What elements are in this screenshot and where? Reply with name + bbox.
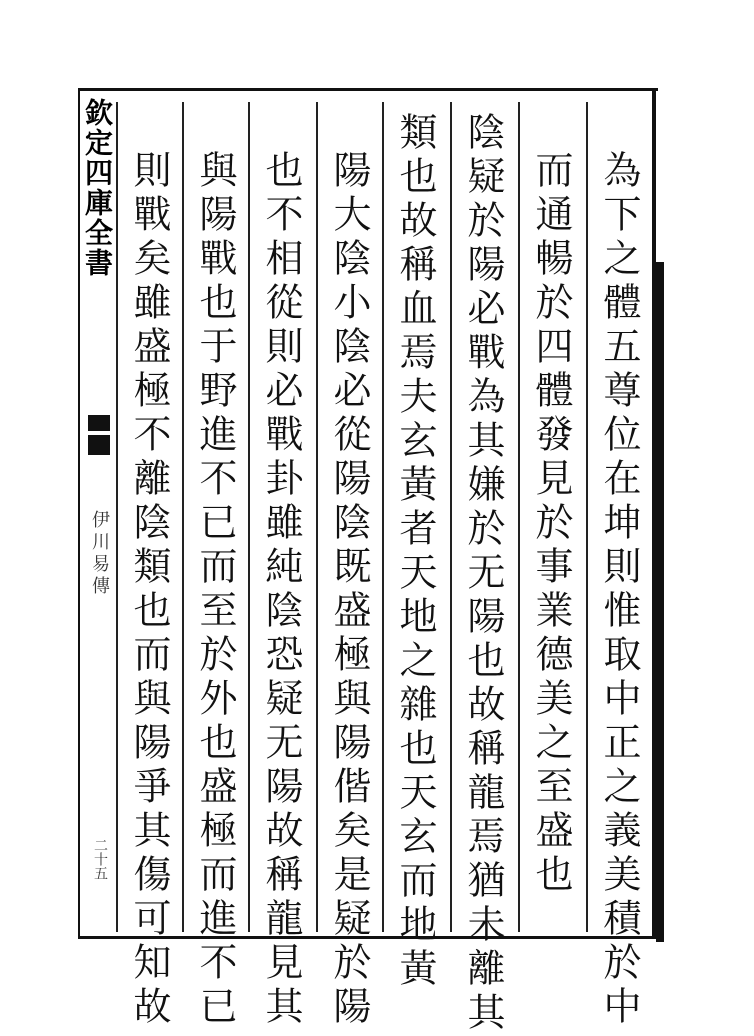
- column-rule: [382, 102, 384, 932]
- text-column-1: 為下之體五尊位在坤則惟取中正之義美積於中: [597, 150, 641, 1030]
- frame-top-border: [78, 88, 658, 91]
- text-column-7: 與陽戰也于野進不已而至於外也盛極而進不已: [193, 150, 237, 1030]
- text-column-4: 類也故稱血焉夫玄黃者天地之雜也天玄而地黃: [393, 112, 437, 992]
- column-rule: [586, 102, 588, 932]
- text-column-2: 而通暢於四體發見於事業德美之至盛也: [529, 150, 573, 898]
- column-rule: [450, 102, 452, 932]
- column-rule: [182, 102, 184, 932]
- column-rule: [316, 102, 318, 932]
- page-number: 二十五: [92, 838, 108, 880]
- text-column-3: 陰疑於陽必戰為其嫌於无陽也故稱龍焉猶未離其: [461, 112, 505, 1036]
- collection-title: 欽定四庫全書: [81, 98, 114, 278]
- text-column-6: 也不相從則必戰卦雖純陰恐疑无陽故稱龍見其: [259, 150, 303, 1030]
- column-rule: [248, 102, 250, 932]
- book-title: 伊川易傳: [89, 510, 110, 598]
- margin-gutter: [80, 90, 116, 936]
- column-rule: [518, 102, 520, 932]
- page-edge-shadow: [656, 262, 664, 942]
- text-column-5: 陽大陰小陰必從陽陰既盛極與陽偕矣是疑於陽: [327, 150, 371, 1030]
- fishtail-mark: [88, 415, 110, 455]
- column-rule: [116, 102, 118, 932]
- text-column-8: 則戰矣雖盛極不離陰類也而與陽爭其傷可知故: [127, 150, 171, 1030]
